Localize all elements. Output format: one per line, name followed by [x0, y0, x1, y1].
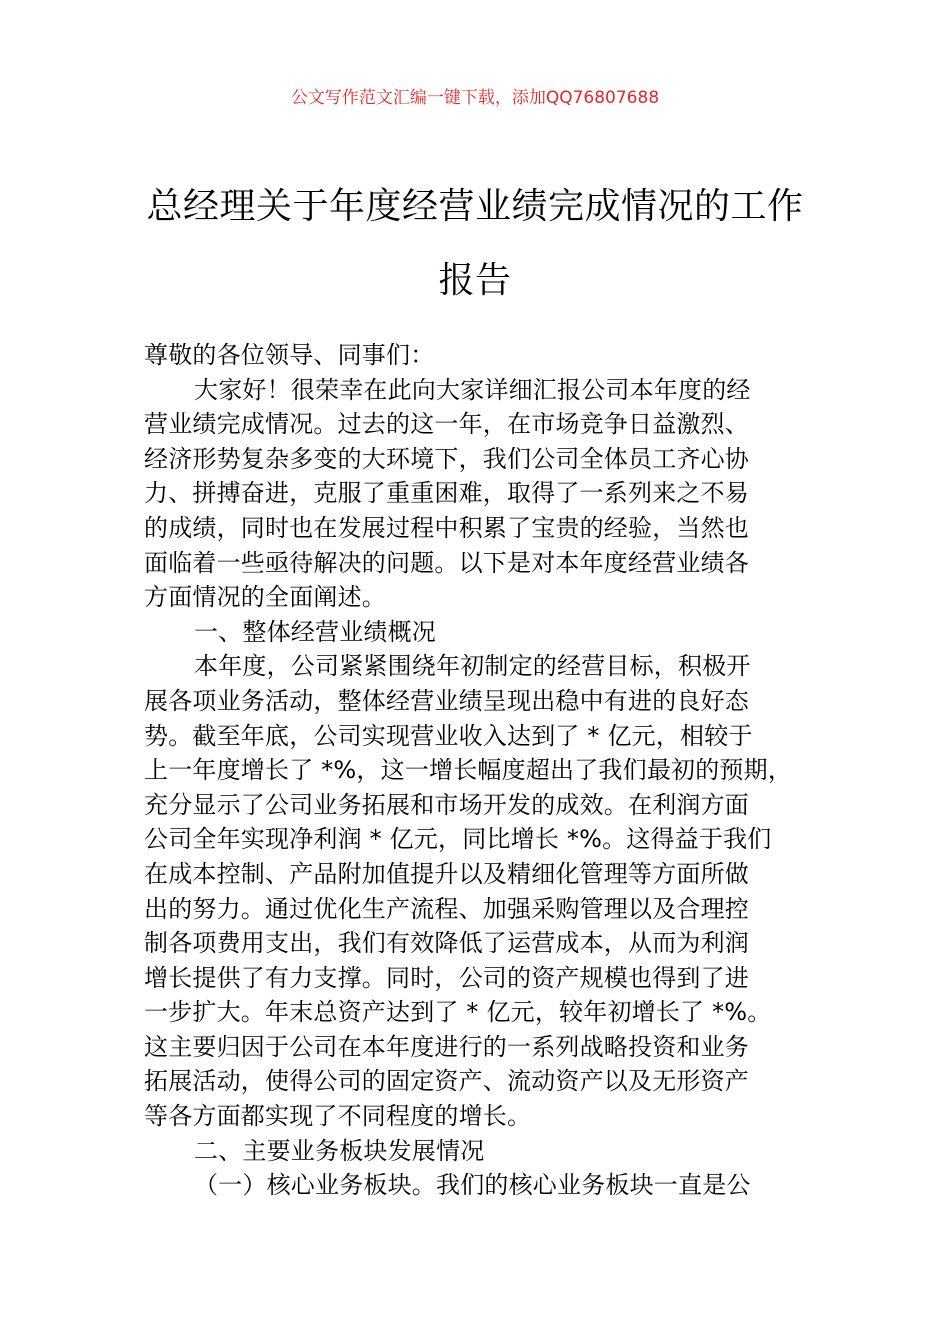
body-line: 大家好！很荣幸在此向大家详细汇报公司本年度的经 [194, 375, 751, 404]
subsection-line: （一）核心业务板块。我们的核心业务板块一直是公 [194, 1171, 751, 1200]
body-line: 一步扩大。年末总资产达到了 * 亿元，较年初增长了 *%。 [144, 998, 772, 1027]
download-promo-note: 公文写作范文汇编一键下载，添加QQ76807688 [290, 88, 660, 108]
body-line: 方面情况的全面阐述。 [144, 583, 386, 612]
section-heading-2: 二、主要业务板块发展情况 [194, 1136, 485, 1165]
body-line: 等各方面都实现了不同程度的增长。 [144, 1102, 532, 1131]
body-line: 经济形势复杂多变的大环境下，我们公司全体员工齐心协 [144, 444, 749, 473]
section-heading-1: 一、整体经营业绩概况 [194, 617, 436, 646]
body-line: 力、拼搏奋进，克服了重重困难，取得了一系列来之不易 [144, 479, 749, 508]
body-line: 的成绩，同时也在发展过程中积累了宝贵的经验，当然也 [144, 513, 749, 542]
body-line: 增长提供了有力支撑。同时，公司的资产规模也得到了进 [144, 963, 749, 992]
body-line: 营业绩完成情况。过去的这一年，在市场竞争日益激烈、 [144, 410, 749, 439]
body-line: 面临着一些亟待解决的问题。以下是对本年度经营业绩各 [144, 548, 749, 577]
document-title [100, 170, 850, 318]
body-line: 本年度，公司紧紧围绕年初制定的经营目标，积极开 [194, 652, 751, 681]
document-body [144, 338, 834, 1203]
body-line: 制各项费用支出，我们有效降低了运营成本，从而为利润 [144, 929, 749, 958]
body-line: 在成本控制、产品附加值提升以及精细化管理等方面所做 [144, 859, 749, 888]
body-line: 展各项业务活动，整体经营业绩呈现出稳中有进的良好态 [144, 686, 749, 715]
body-line: 上一年度增长了 *%，这一增长幅度超出了我们最初的预期， [144, 756, 793, 785]
body-line: 这主要归因于公司在本年度进行的一系列战略投资和业务 [144, 1032, 749, 1061]
salutation-line: 尊敬的各位领导、同事们： [144, 341, 435, 369]
body-line: 公司全年实现净利润 * 亿元，同比增长 *%。这得益于我们 [144, 825, 772, 854]
body-line: 出的努力。通过优化生产流程、加强采购管理以及合理控 [144, 894, 749, 923]
title-line-2: 报告 [438, 260, 512, 301]
title-line-1: 总经理关于年度经营业绩完成情况的工作 [146, 186, 804, 227]
body-line: 充分显示了公司业务拓展和市场开发的成效。在利润方面 [144, 790, 749, 819]
body-line: 拓展活动，使得公司的固定资产、流动资产以及无形资产 [144, 1067, 749, 1096]
body-line: 势。截至年底，公司实现营业收入达到了 * 亿元，相较于 [144, 721, 753, 750]
